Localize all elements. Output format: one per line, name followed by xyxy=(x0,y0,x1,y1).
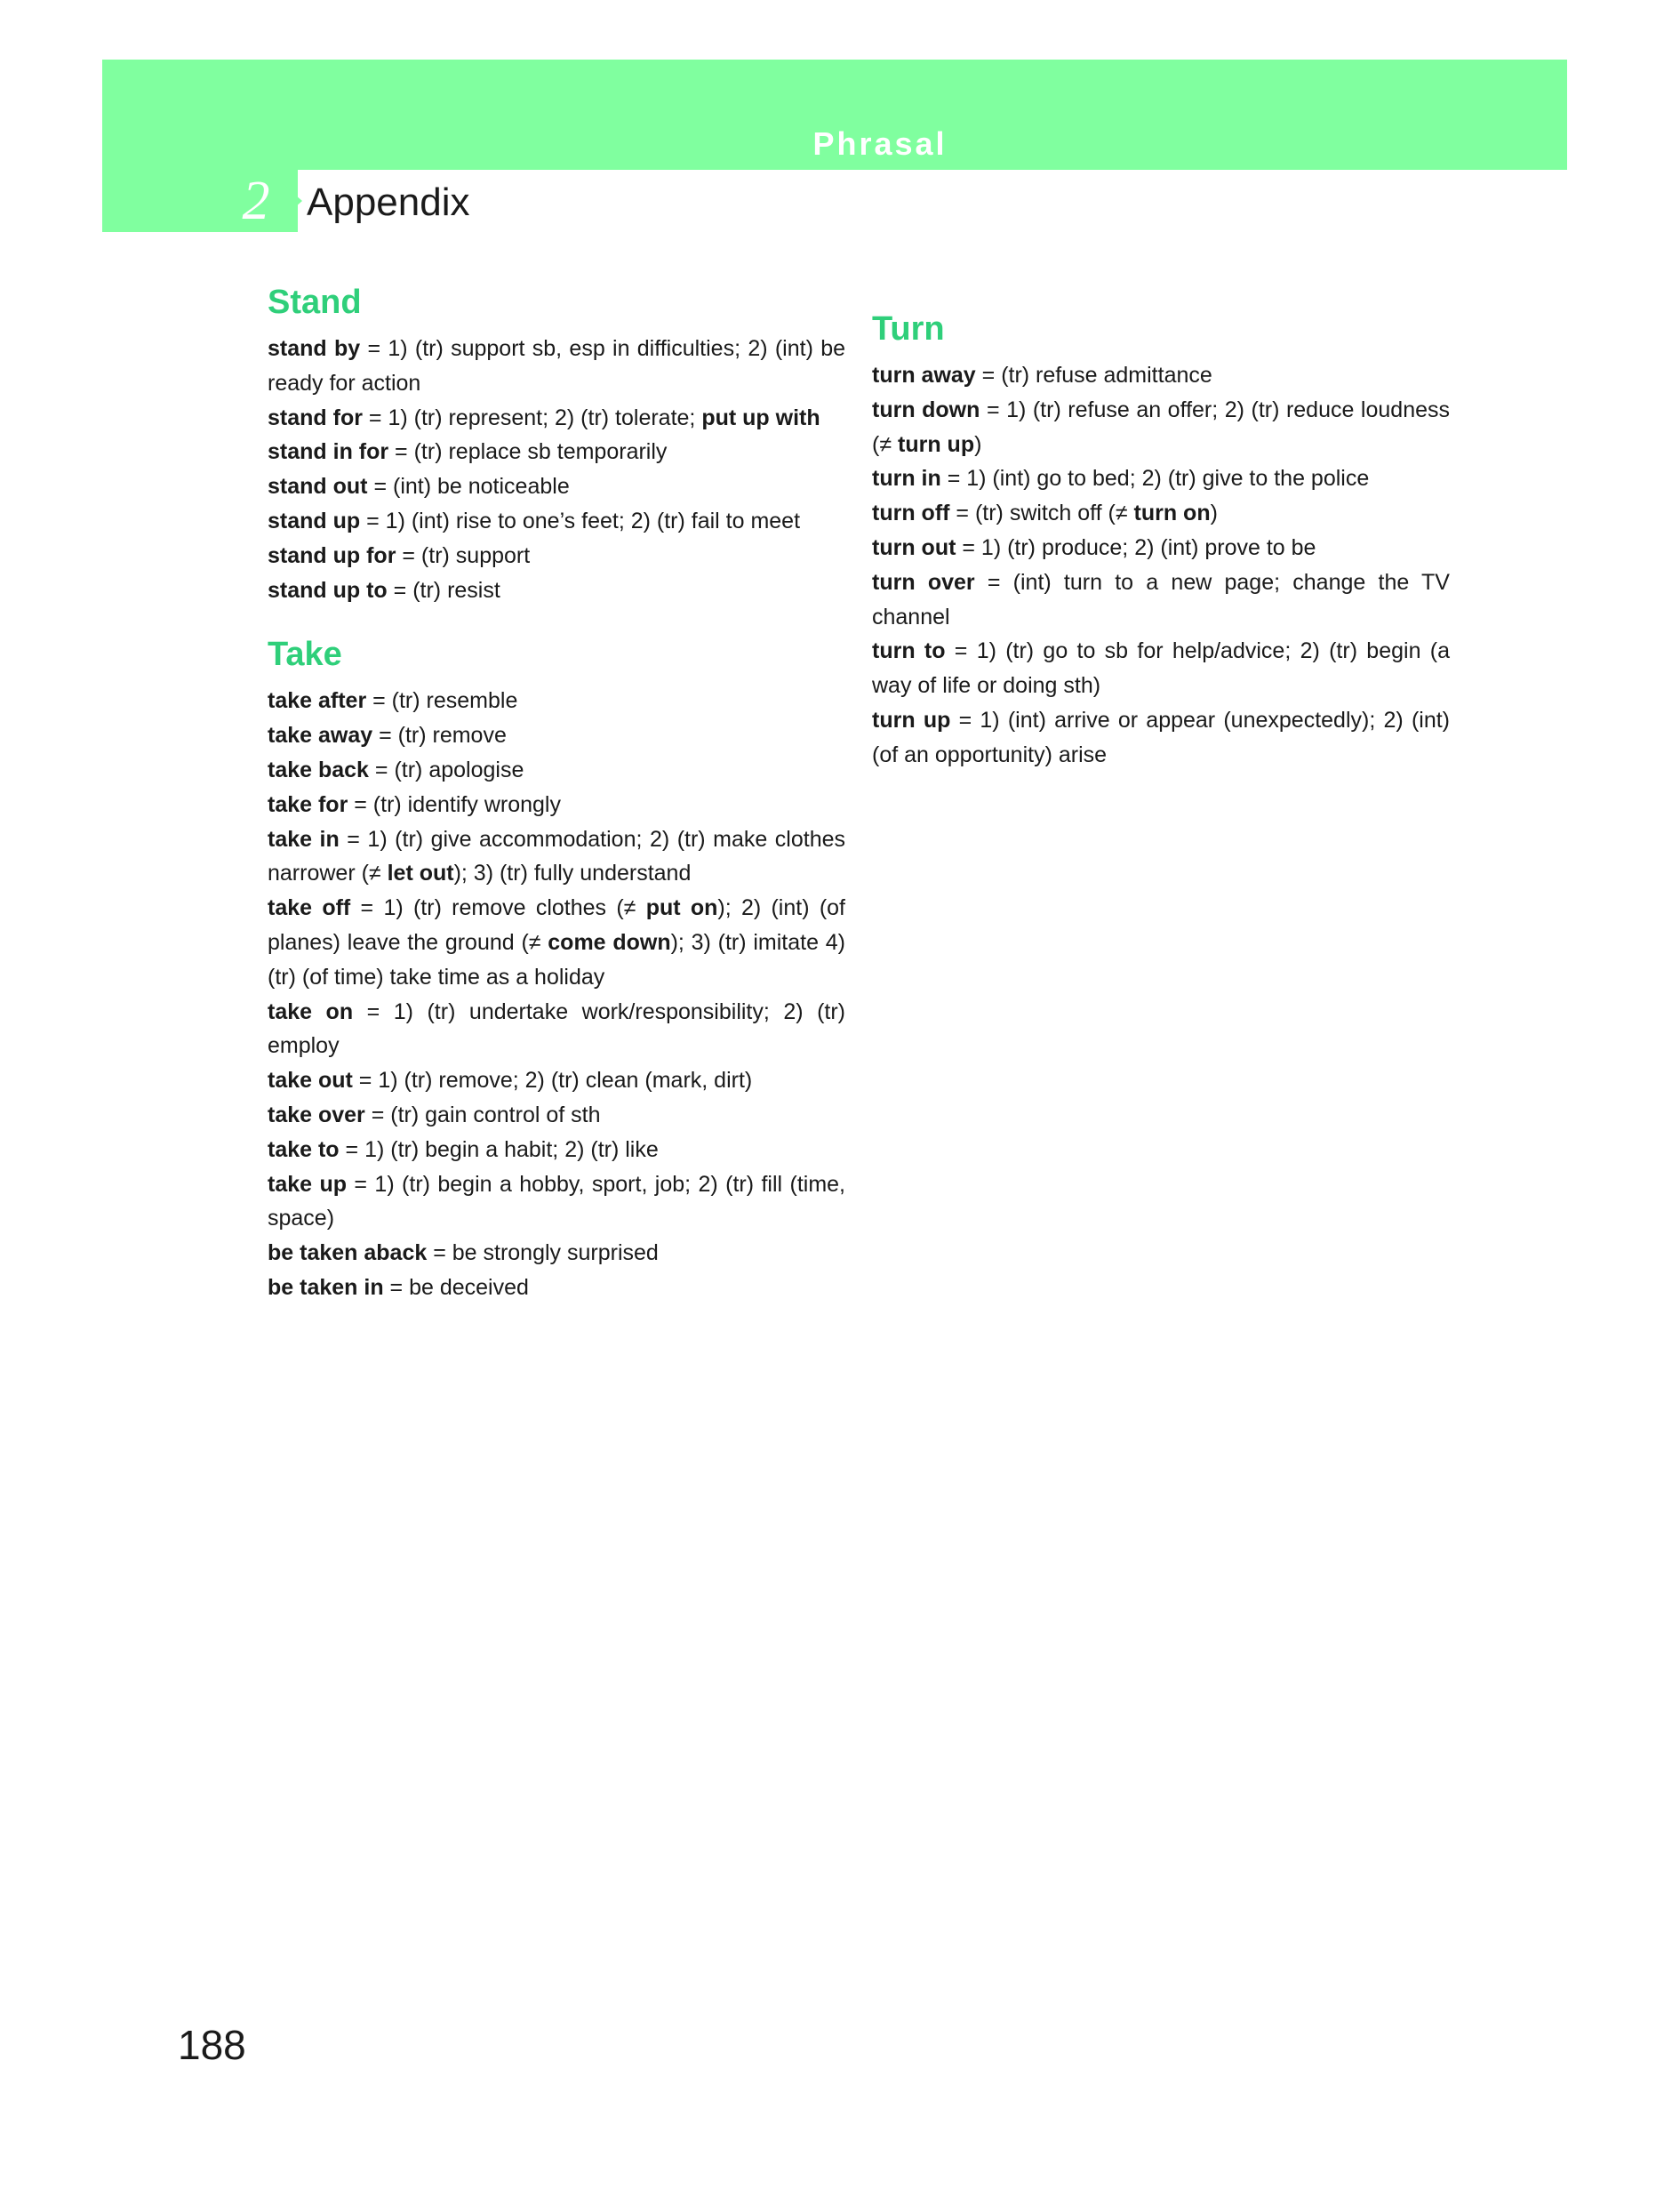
entry-cross-reference: put up with xyxy=(701,405,820,430)
entry-term: take off xyxy=(268,895,351,921)
entry-term: take for xyxy=(268,791,348,817)
entry-definition: ); 3) (tr) imitate 4) (tr) (of time) take time as a holiday xyxy=(268,929,845,990)
entry xyxy=(268,1236,845,1271)
entry-definition: = (tr) switch off (≠ xyxy=(949,501,1134,526)
entry-term: take after xyxy=(268,688,367,714)
entry-cross-reference: let out xyxy=(387,861,454,886)
entry-definition: = be strongly surprised xyxy=(427,1240,659,1266)
entry-term: take in xyxy=(268,826,340,852)
entry-definition: = 1) (tr) give accommodation; 2) (tr) make clothes narrower (≠ xyxy=(268,826,845,886)
appendix-number: 2 xyxy=(242,171,270,231)
entry-term: stand up xyxy=(268,508,361,533)
entry-definition: = 1) (tr) remove clothes (≠ xyxy=(350,895,646,921)
right-column xyxy=(872,307,1450,798)
entry-definition: = 1) (int) go to bed; 2) (tr) give to the police xyxy=(940,466,1370,492)
entry-cross-reference: turn on xyxy=(1133,501,1211,526)
entry-term: take back xyxy=(268,757,369,782)
entry-term: take out xyxy=(268,1068,353,1094)
entry-definition: = (tr) gain control of sth xyxy=(364,1102,601,1127)
entry-definition: = 1) (tr) go to sb for help/advice; 2) (tr) begin (a way of life or doing sth) xyxy=(872,638,1451,699)
entry-definition: = (tr) resemble xyxy=(366,688,518,714)
entry xyxy=(268,788,845,822)
entry-definition: = (tr) remove xyxy=(372,723,507,749)
entry xyxy=(268,684,845,718)
entry-term: turn off xyxy=(872,501,950,526)
entry xyxy=(268,822,845,892)
entry-definition: = (tr) support xyxy=(396,542,531,568)
entry-list xyxy=(268,332,845,607)
entry-definition: = be deceived xyxy=(383,1274,529,1300)
entry xyxy=(268,891,845,994)
entry-definition: ) xyxy=(1210,501,1218,526)
entry-term: stand out xyxy=(268,474,368,500)
entry xyxy=(872,461,1450,496)
entry xyxy=(872,496,1450,531)
entry-term: turn in xyxy=(872,466,941,492)
entry xyxy=(872,703,1450,773)
entry-term: be taken aback xyxy=(268,1240,428,1266)
entry-definition: = 1) (int) rise to one’s feet; 2) (tr) fail to meet xyxy=(360,508,801,533)
entry-definition: = 1) (tr) support sb, esp in difficulties; 2) (int) be ready for action xyxy=(268,336,846,396)
entry xyxy=(872,393,1450,462)
entry-list xyxy=(872,358,1450,773)
entry-term: take up xyxy=(268,1171,347,1197)
entry xyxy=(268,1167,845,1237)
entry-definition: = (tr) apologise xyxy=(368,757,524,782)
entry xyxy=(872,531,1450,565)
entry-definition: = 1) (tr) remove; 2) (tr) clean (mark, dirt) xyxy=(352,1068,753,1094)
entry-definition: ); 2) (int) (of planes) leave the ground (≠ xyxy=(268,895,845,955)
entry-term: turn away xyxy=(872,363,976,388)
entry xyxy=(268,753,845,788)
entry xyxy=(268,1133,845,1167)
entry-term: stand by xyxy=(268,336,361,361)
section-title: Phrasal Verbs xyxy=(812,125,948,201)
entry-definition: = 1) (tr) begin a habit; 2) (tr) like xyxy=(339,1136,659,1162)
entry-list xyxy=(268,684,845,1304)
entry-term: take away xyxy=(268,723,373,749)
entry-term: turn down xyxy=(872,397,980,422)
entry xyxy=(872,358,1450,393)
page-number: 188 xyxy=(178,2022,246,2068)
entry xyxy=(268,573,845,608)
entry-definition: = 1) (tr) refuse an offer; 2) (tr) reduce loudness (≠ xyxy=(872,397,1450,457)
entry-definition: ) xyxy=(974,431,982,457)
entry-definition: = (tr) refuse admittance xyxy=(975,363,1212,388)
entry-definition: = (tr) identify wrongly xyxy=(348,791,561,817)
entry xyxy=(268,718,845,753)
entry-term: stand up to xyxy=(268,577,388,603)
section-heading: Turn xyxy=(872,310,945,348)
entry-cross-reference: come down xyxy=(548,929,671,955)
entry xyxy=(268,539,845,573)
entry-term: stand for xyxy=(268,405,363,430)
entry-term: turn out xyxy=(872,534,956,560)
entry-definition: = 1) (tr) represent; 2) (tr) tolerate; xyxy=(362,405,702,430)
entry-cross-reference: put on xyxy=(645,895,718,921)
section-turn xyxy=(872,307,1450,773)
entry xyxy=(268,1063,845,1098)
entry-term: turn to xyxy=(872,638,946,664)
entry xyxy=(872,565,1450,635)
entry-definition: = (int) turn to a new page; change the TV channel xyxy=(872,569,1450,629)
entry-term: take on xyxy=(268,998,354,1024)
entry-definition: = 1) (tr) undertake work/responsibility; 2) (tr) employ xyxy=(268,998,845,1059)
entry xyxy=(268,995,845,1064)
left-column xyxy=(268,280,845,1330)
entry-term: turn up xyxy=(872,707,951,733)
entry-definition: ); 3) (tr) fully understand xyxy=(453,861,692,886)
entry xyxy=(268,332,845,401)
entry xyxy=(268,401,845,436)
entry-definition: = (tr) replace sb temporarily xyxy=(388,439,668,465)
entry-term: stand up for xyxy=(268,542,396,568)
entry-term: take over xyxy=(268,1102,365,1127)
entry-term: be taken in xyxy=(268,1274,384,1300)
entry xyxy=(268,435,845,469)
entry-definition: = (tr) resist xyxy=(387,577,500,603)
entry xyxy=(872,634,1450,703)
entry xyxy=(268,1271,845,1305)
entry-cross-reference: turn up xyxy=(898,431,975,457)
entry-definition: = 1) (tr) begin a hobby, sport, job; 2) (tr) fill (time, space) xyxy=(268,1171,845,1231)
section-heading: Take xyxy=(268,636,342,674)
entry xyxy=(268,504,845,539)
entry-term: turn over xyxy=(872,569,975,595)
entry-definition: = 1) (int) arrive or appear (unexpectedly); 2) (int) (of an opportunity) arise xyxy=(872,707,1450,767)
entry-term: stand in for xyxy=(268,439,389,465)
section-stand xyxy=(268,280,845,607)
entry-definition: = (int) be noticeable xyxy=(367,474,570,500)
entry xyxy=(268,469,845,504)
section-take xyxy=(268,632,845,1304)
section-heading: Stand xyxy=(268,284,362,321)
appendix-title: Appendix xyxy=(307,180,470,224)
entry-definition: = 1) (tr) produce; 2) (int) prove to be xyxy=(956,534,1316,560)
entry xyxy=(268,1098,845,1133)
entry-term: take to xyxy=(268,1136,340,1162)
